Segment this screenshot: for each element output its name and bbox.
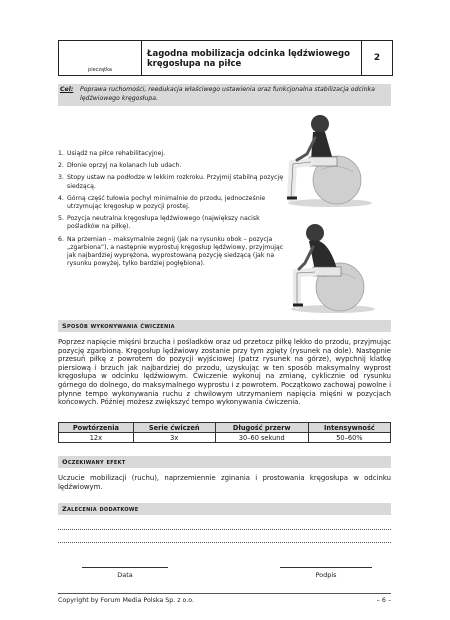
list-item: 4. Górną część tułowia pochyl minimalnie do przodu, jednocześnie utrzymując kręgosłup w pozycji prostej. [58, 194, 266, 211]
signature-label: Podpis [315, 571, 337, 579]
column-header: Intensywność [308, 423, 390, 433]
table-cell: 50–60% [308, 433, 390, 443]
parameters-table [58, 422, 391, 443]
exercise-number: 2 [361, 41, 392, 75]
table-cell: 12x [59, 433, 134, 443]
effect-heading: Oczekiwany efekt [62, 458, 126, 466]
method-heading: Sposób wykonywania ćwiczenia [62, 322, 175, 330]
recommendations-heading-bar [58, 503, 391, 515]
footer [58, 593, 391, 604]
header-box [58, 40, 393, 76]
list-item: 3. Stopy ustaw na podłodze w lekkim rozkroku. Przyjmij stabilną pozycję siedzącą. [58, 174, 284, 190]
illustration-hunched [285, 215, 380, 315]
goal-text: Poprawa ruchomości, reedukacja właściwego ustawienia oraz funkcjonalna stabilizacja odcinka lędźwiowego kręgosłupa. [80, 86, 375, 102]
table-row [59, 433, 391, 443]
recommendations-line[interactable] [58, 521, 391, 530]
table-cell: 3x [133, 433, 215, 443]
method-text: Poprzez napięcie mięśni brzucha i pośladków oraz ud przetocz piłkę lekko do przodu, przyjmując pozycję zgarbioną. Kręgosłup lędźwiowy zostanie przy tym zgięty (rysunek na dole). Następnie przesuń piłkę z powrotem do pozycji wyjściowej (patrz rysunek na górze), wypchnij klatkę piersiową i brzuch jak najbardziej do przodu, uzyskując w ten sposób maksymalny wyprost kręgosłupa w odcinku lędźwiowym. Ćwiczenie wykonuj na zmianę, cyklicznie od rysunku górnego do dolnego, do maksymalnego wyprostu i z powrotem. Początkowo zachowaj powolne i płynne tempo wykonywania ruchu z chwilowym utrzymaniem napięcia mięśni w pozycjach końcowych. Później możesz zwiększyć tempo wykonywania ćwiczenia. [58, 338, 391, 407]
date-line[interactable] [82, 567, 168, 568]
column-header: Powtórzenia [59, 423, 134, 433]
column-header: Serie ćwiczeń [133, 423, 215, 433]
list-item: 2. Dłonie oprzyj na kolanach lub udach. [58, 162, 182, 170]
recommendations-line[interactable] [58, 534, 391, 543]
list-item: 5. Pozycja neutralna kręgosłupa lędźwiowego (największy nacisk pośladków na piłkę). [58, 215, 260, 231]
effect-heading-bar [58, 456, 391, 468]
stamp-label: pieczątka [88, 67, 112, 73]
column-header: Długość przerw [215, 423, 308, 433]
effect-text: Uczucie mobilizacji (ruchu), naprzemiennie zginania i prostowania kręgosłupa w odcinku lędźwiowym. [58, 474, 391, 491]
method-heading-bar [58, 320, 391, 332]
illustration-upright [285, 110, 380, 210]
list-item: 6. Na przemian – maksymalnie zegnij (jak na rysunku obok – pozycja „zgarbiona”), a następnie wyprostuj kręgosłup lędźwiowy, przyjmując jak najbardziej wyprężona, wyprostowaną pozycję siedzącą (jak na rysunku powyżej, tylko bardziej pogłębiona). [58, 235, 284, 268]
page-title: Łagodna mobilizacja odcinka lędźwiowego kręgosłupa na piłce [147, 49, 350, 69]
list-item: 1. Usiądź na piłce rehabilitacyjnej. [58, 150, 166, 157]
signature-line[interactable] [280, 567, 372, 568]
goal-box [58, 84, 391, 106]
table-cell: 30–60 sekund [215, 433, 308, 443]
table-header-row [59, 423, 391, 433]
recommendations-heading: Zalecenia dodatkowe [62, 505, 139, 513]
copyright-text: Copyright by Forum Media Polska Sp. z o.o. [58, 597, 195, 604]
page-number: – 6 – [376, 597, 391, 604]
goal-label: Cel: [60, 86, 74, 93]
date-label: Data [117, 571, 133, 579]
steps-list [58, 150, 286, 272]
stamp-cell [59, 41, 142, 75]
